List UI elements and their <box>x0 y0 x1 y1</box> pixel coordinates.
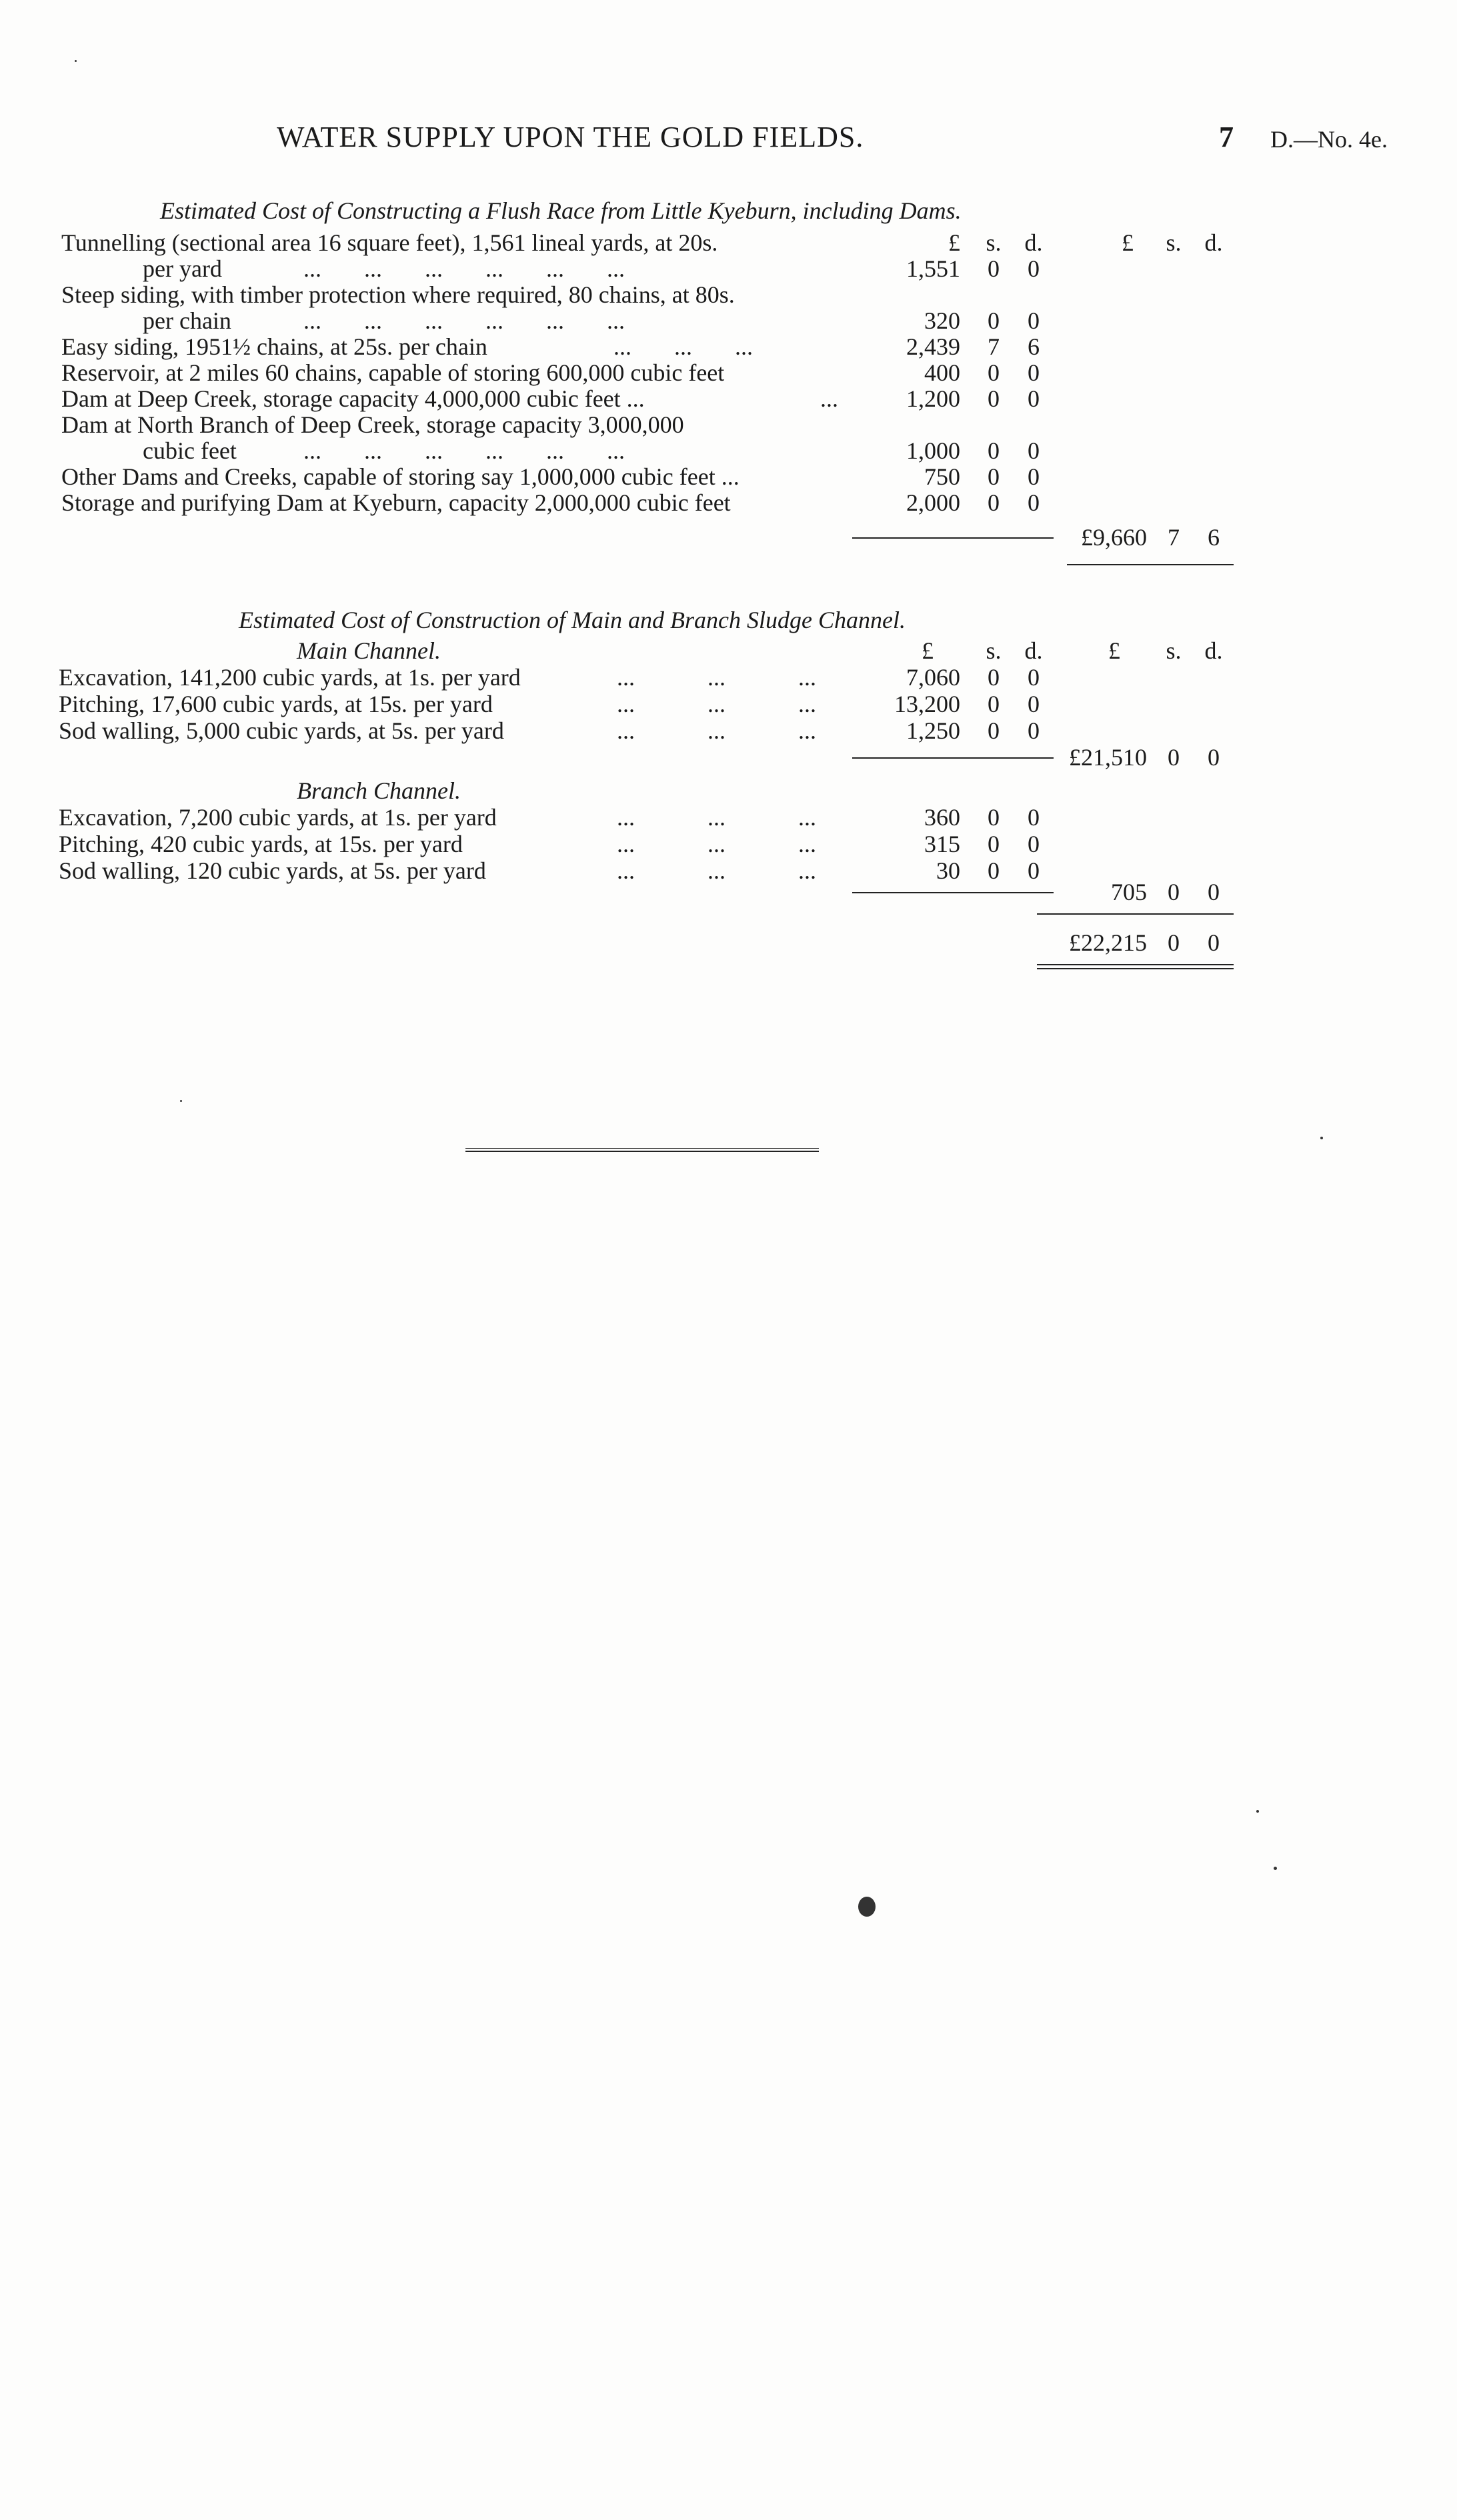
branch-excavation-s: 0 <box>988 804 1000 831</box>
row-other-dams-s: 0 <box>988 463 1000 490</box>
col-header-shillings: s. <box>986 637 1002 664</box>
leader-dots: ... ... ... <box>613 333 753 360</box>
section1-total-d: 6 <box>1208 524 1220 551</box>
main-sod-walling-desc: Sod walling, 5,000 cubic yards, at 5s. per yard <box>59 717 504 744</box>
row-tunnelling-pounds: 1,551 <box>906 255 960 282</box>
branch-excavation-d: 0 <box>1028 804 1040 831</box>
ink-blot <box>858 1897 876 1917</box>
branch-excavation-desc: Excavation, 7,200 cubic yards, at 1s. per yard <box>59 804 497 831</box>
leader-dots: ... ... ... <box>617 664 816 691</box>
row-storage-dam-pounds: 2,000 <box>906 489 960 516</box>
main-excavation-d: 0 <box>1028 664 1040 691</box>
col-header-total-shillings: s. <box>1166 229 1182 256</box>
branch-sod-walling-desc: Sod walling, 120 cubic yards, at 5s. per yard <box>59 857 486 884</box>
leader-dots: ... ... ... ... ... ... <box>303 255 625 282</box>
main-channel-total-d: 0 <box>1208 744 1220 771</box>
row-tunnelling-s: 0 <box>988 255 1000 282</box>
row-north-branch-dam-desc: Dam at North Branch of Deep Creek, storage capacity 3,000,000 <box>61 411 684 438</box>
row-easy-siding-pounds: 2,439 <box>906 333 960 360</box>
col-header-pounds: £ <box>948 229 960 256</box>
col-header-total-shillings: s. <box>1166 637 1182 664</box>
branch-channel-total-s: 0 <box>1168 879 1180 905</box>
grand-total-pounds: £22,215 <box>1069 929 1147 956</box>
leader-dots: ... ... ... ... ... ... <box>303 307 625 334</box>
row-north-branch-dam-s: 0 <box>988 437 1000 464</box>
col-header-pence: d. <box>1024 637 1043 664</box>
row-tunnelling-d: 0 <box>1028 255 1040 282</box>
section-end-rule <box>465 1148 819 1152</box>
branch-channel-subtitle: Branch Channel. <box>297 777 461 804</box>
grand-total-d: 0 <box>1208 929 1220 956</box>
main-excavation-desc: Excavation, 141,200 cubic yards, at 1s. per yard <box>59 664 521 691</box>
row-reservoir-d: 0 <box>1028 359 1040 386</box>
section1-title: Estimated Cost of Constructing a Flush Race from Little Kyeburn, including Dams. <box>160 197 962 224</box>
col-header-shillings: s. <box>986 229 1002 256</box>
main-sod-walling-d: 0 <box>1028 717 1040 744</box>
branch-channel-total-pounds: 705 <box>1111 879 1147 905</box>
col-header-pounds: £ <box>922 637 934 664</box>
row-north-branch-dam-pounds: 1,000 <box>906 437 960 464</box>
sum-rule <box>1037 913 1234 915</box>
main-channel-subtitle: Main Channel. <box>297 637 441 664</box>
row-storage-dam-desc: Storage and purifying Dam at Kyeburn, capacity 2,000,000 cubic feet <box>61 489 731 516</box>
subtotal-rule <box>852 892 1054 893</box>
main-pitching-d: 0 <box>1028 691 1040 717</box>
col-header-total-pounds: £ <box>1108 637 1120 664</box>
row-reservoir-desc: Reservoir, at 2 miles 60 chains, capable of storing 600,000 cubic feet <box>61 359 725 386</box>
grand-total-double-rule <box>1037 964 1234 969</box>
section1-total-pounds: £9,660 <box>1081 524 1147 551</box>
grand-total-s: 0 <box>1168 929 1180 956</box>
row-tunnelling-desc-cont: per yard <box>143 255 222 282</box>
ink-speck <box>1274 1867 1277 1870</box>
row-north-branch-dam-d: 0 <box>1028 437 1040 464</box>
leader-dots: ... ... ... ... ... ... <box>303 437 625 464</box>
leader-dots: ... ... ... <box>617 857 816 884</box>
branch-sod-walling-s: 0 <box>988 857 1000 884</box>
branch-sod-walling-d: 0 <box>1028 857 1040 884</box>
branch-excavation-pounds: 360 <box>924 804 960 831</box>
col-header-total-pence: d. <box>1204 229 1223 256</box>
branch-pitching-pounds: 315 <box>924 831 960 857</box>
row-north-branch-dam-desc-cont: cubic feet <box>143 437 237 464</box>
ink-speck <box>1256 1810 1259 1813</box>
section2-title: Estimated Cost of Construction of Main and Branch Sludge Channel. <box>239 607 906 633</box>
row-other-dams-desc: Other Dams and Creeks, capable of storing say 1,000,000 cubic feet ... <box>61 463 740 490</box>
leader-dots: ... ... ... <box>617 831 816 857</box>
row-storage-dam-d: 0 <box>1028 489 1040 516</box>
row-deep-creek-dam-s: 0 <box>988 385 1000 412</box>
main-pitching-pounds: 13,200 <box>894 691 960 717</box>
col-header-total-pence: d. <box>1204 637 1223 664</box>
row-steep-siding-desc-cont: per chain <box>143 307 231 334</box>
row-steep-siding-pounds: 320 <box>924 307 960 334</box>
main-pitching-desc: Pitching, 17,600 cubic yards, at 15s. per yard <box>59 691 493 717</box>
row-easy-siding-desc: Easy siding, 1951½ chains, at 25s. per chain <box>61 333 487 360</box>
row-reservoir-s: 0 <box>988 359 1000 386</box>
row-easy-siding-d: 6 <box>1028 333 1040 360</box>
page-title: WATER SUPPLY UPON THE GOLD FIELDS. <box>277 121 864 153</box>
row-deep-creek-dam-desc: Dam at Deep Creek, storage capacity 4,000,000 cubic feet ... <box>61 385 645 412</box>
branch-sod-walling-pounds: 30 <box>936 857 960 884</box>
section1-total-s: 7 <box>1168 524 1180 551</box>
row-deep-creek-dam-pounds: 1,200 <box>906 385 960 412</box>
row-storage-dam-s: 0 <box>988 489 1000 516</box>
branch-pitching-desc: Pitching, 420 cubic yards, at 15s. per yard <box>59 831 463 857</box>
row-steep-siding-desc: Steep siding, with timber protection where required, 80 chains, at 80s. <box>61 281 735 308</box>
branch-pitching-s: 0 <box>988 831 1000 857</box>
main-pitching-s: 0 <box>988 691 1000 717</box>
row-other-dams-d: 0 <box>1028 463 1040 490</box>
row-easy-siding-s: 7 <box>988 333 1000 360</box>
col-header-pence: d. <box>1024 229 1043 256</box>
leader-dots: ... ... ... <box>617 717 816 744</box>
page-number: 7 <box>1219 121 1234 153</box>
main-excavation-s: 0 <box>988 664 1000 691</box>
row-tunnelling-desc: Tunnelling (sectional area 16 square feet), 1,561 lineal yards, at 20s. <box>61 229 718 256</box>
main-sod-walling-s: 0 <box>988 717 1000 744</box>
row-steep-siding-d: 0 <box>1028 307 1040 334</box>
main-channel-total-s: 0 <box>1168 744 1180 771</box>
total-rule <box>1067 564 1234 565</box>
col-header-total-pounds: £ <box>1122 229 1134 256</box>
row-deep-creek-dam-d: 0 <box>1028 385 1040 412</box>
ink-speck <box>180 1100 182 1102</box>
branch-pitching-d: 0 <box>1028 831 1040 857</box>
row-other-dams-pounds: 750 <box>924 463 960 490</box>
leader-dots: ... ... ... <box>617 804 816 831</box>
ink-speck <box>75 60 77 62</box>
branch-channel-total-d: 0 <box>1208 879 1220 905</box>
leader-dots: ... <box>820 385 838 412</box>
subtotal-rule <box>852 537 1054 539</box>
leader-dots: ... ... ... <box>617 691 816 717</box>
main-excavation-pounds: 7,060 <box>906 664 960 691</box>
ink-speck <box>1320 1137 1323 1139</box>
document-reference: D.—No. 4e. <box>1270 126 1388 153</box>
subtotal-rule <box>852 757 1054 759</box>
main-channel-total-pounds: £21,510 <box>1069 744 1147 771</box>
row-reservoir-pounds: 400 <box>924 359 960 386</box>
row-steep-siding-s: 0 <box>988 307 1000 334</box>
main-sod-walling-pounds: 1,250 <box>906 717 960 744</box>
